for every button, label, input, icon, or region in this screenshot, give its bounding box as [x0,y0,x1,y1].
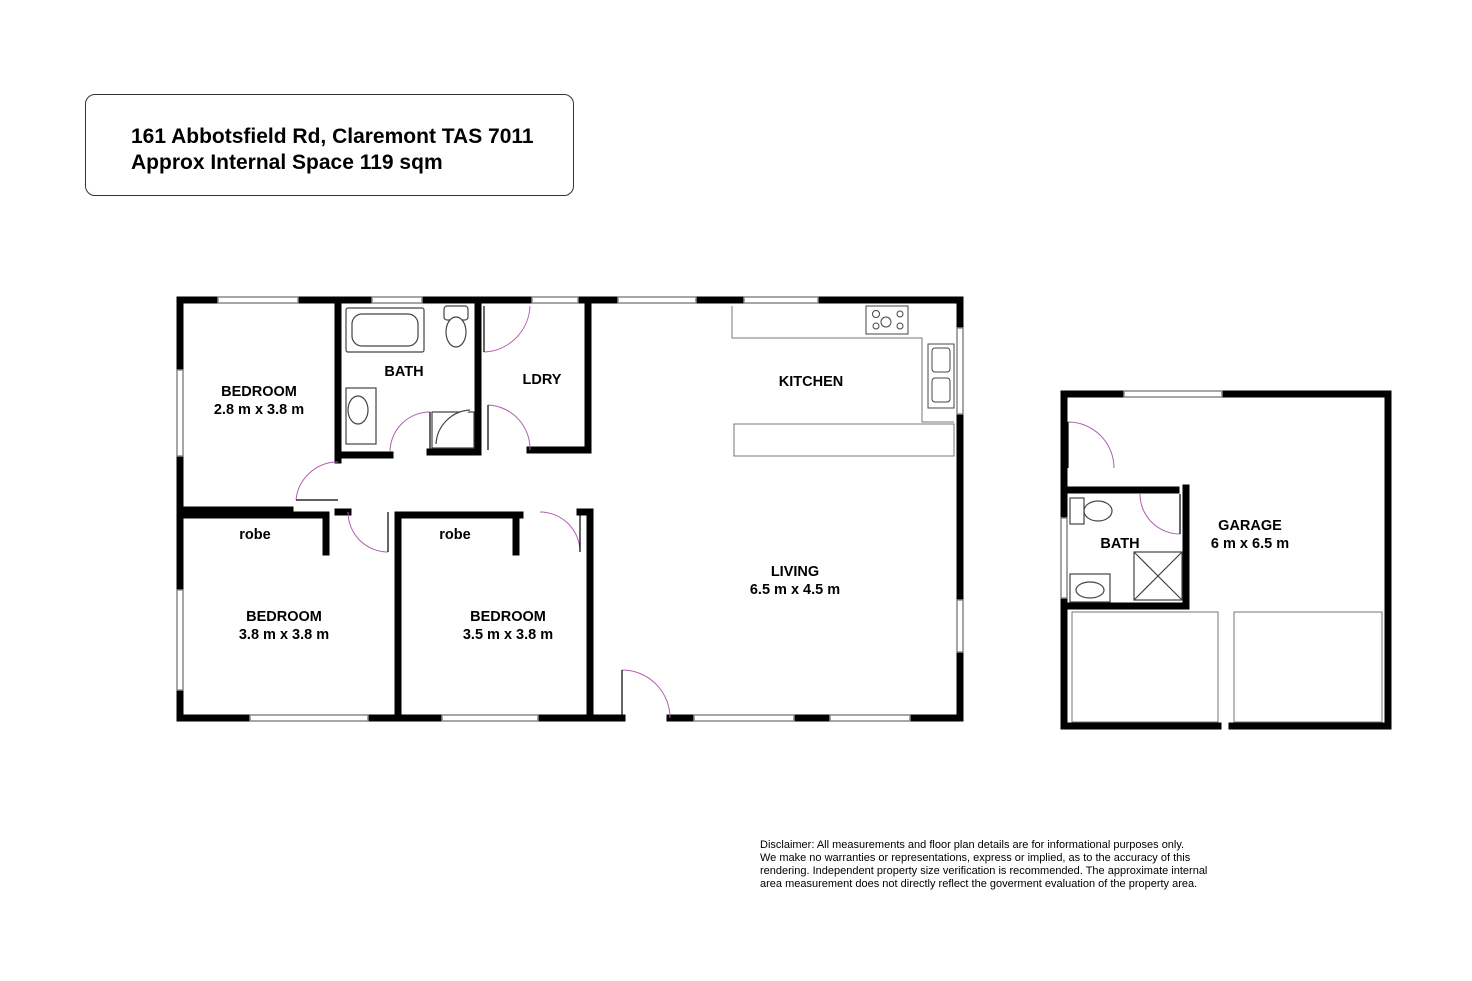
house-windows [177,297,963,721]
living-name: LIVING [770,564,820,580]
bedroom2-name: BEDROOM [246,609,322,625]
address-title: 161 Abbotsfield Rd, Claremont TAS 7011 [131,125,534,148]
garage-roller-doors [1072,612,1382,722]
robe2-name: robe [439,527,471,543]
bedroom3-size: 3.5 m x 3.8 m [462,627,554,643]
garage-name: GARAGE [1218,518,1282,534]
bedroom1-size: 2.8 m x 3.8 m [213,402,305,418]
disclaimer-line: We make no warranties or representations, express or implied, as to the accuracy of this [760,852,1191,864]
disclaimer [760,839,1280,891]
area-subtitle: Approx Internal Space 119 sqm [131,151,443,174]
disclaimer-line: Disclaimer: All measurements and floor plan details are for informational purposes only. [760,839,1185,851]
garage-doors [1068,422,1180,534]
disclaimer-line: area measurement does not directly reflect the goverment evaluation of the property area. [760,878,1198,890]
garage-walls [1064,394,1388,726]
bath2-name: BATH [1100,536,1140,552]
living-size: 6.5 m x 4.5 m [749,582,841,598]
bedroom3-name: BEDROOM [470,609,546,625]
bath1-name: BATH [384,364,424,380]
laundry-name: LDRY [522,372,562,388]
bedroom2-size: 3.8 m x 3.8 m [238,627,330,643]
robe1-name: robe [239,527,271,543]
garage-size: 6 m x 6.5 m [1210,536,1290,552]
house-walls [180,300,960,718]
kitchen-name: KITCHEN [778,374,844,390]
bedroom1-name: BEDROOM [221,384,297,400]
disclaimer-line: rendering. Independent property size verification is recommended. The approximate internal [760,865,1208,877]
